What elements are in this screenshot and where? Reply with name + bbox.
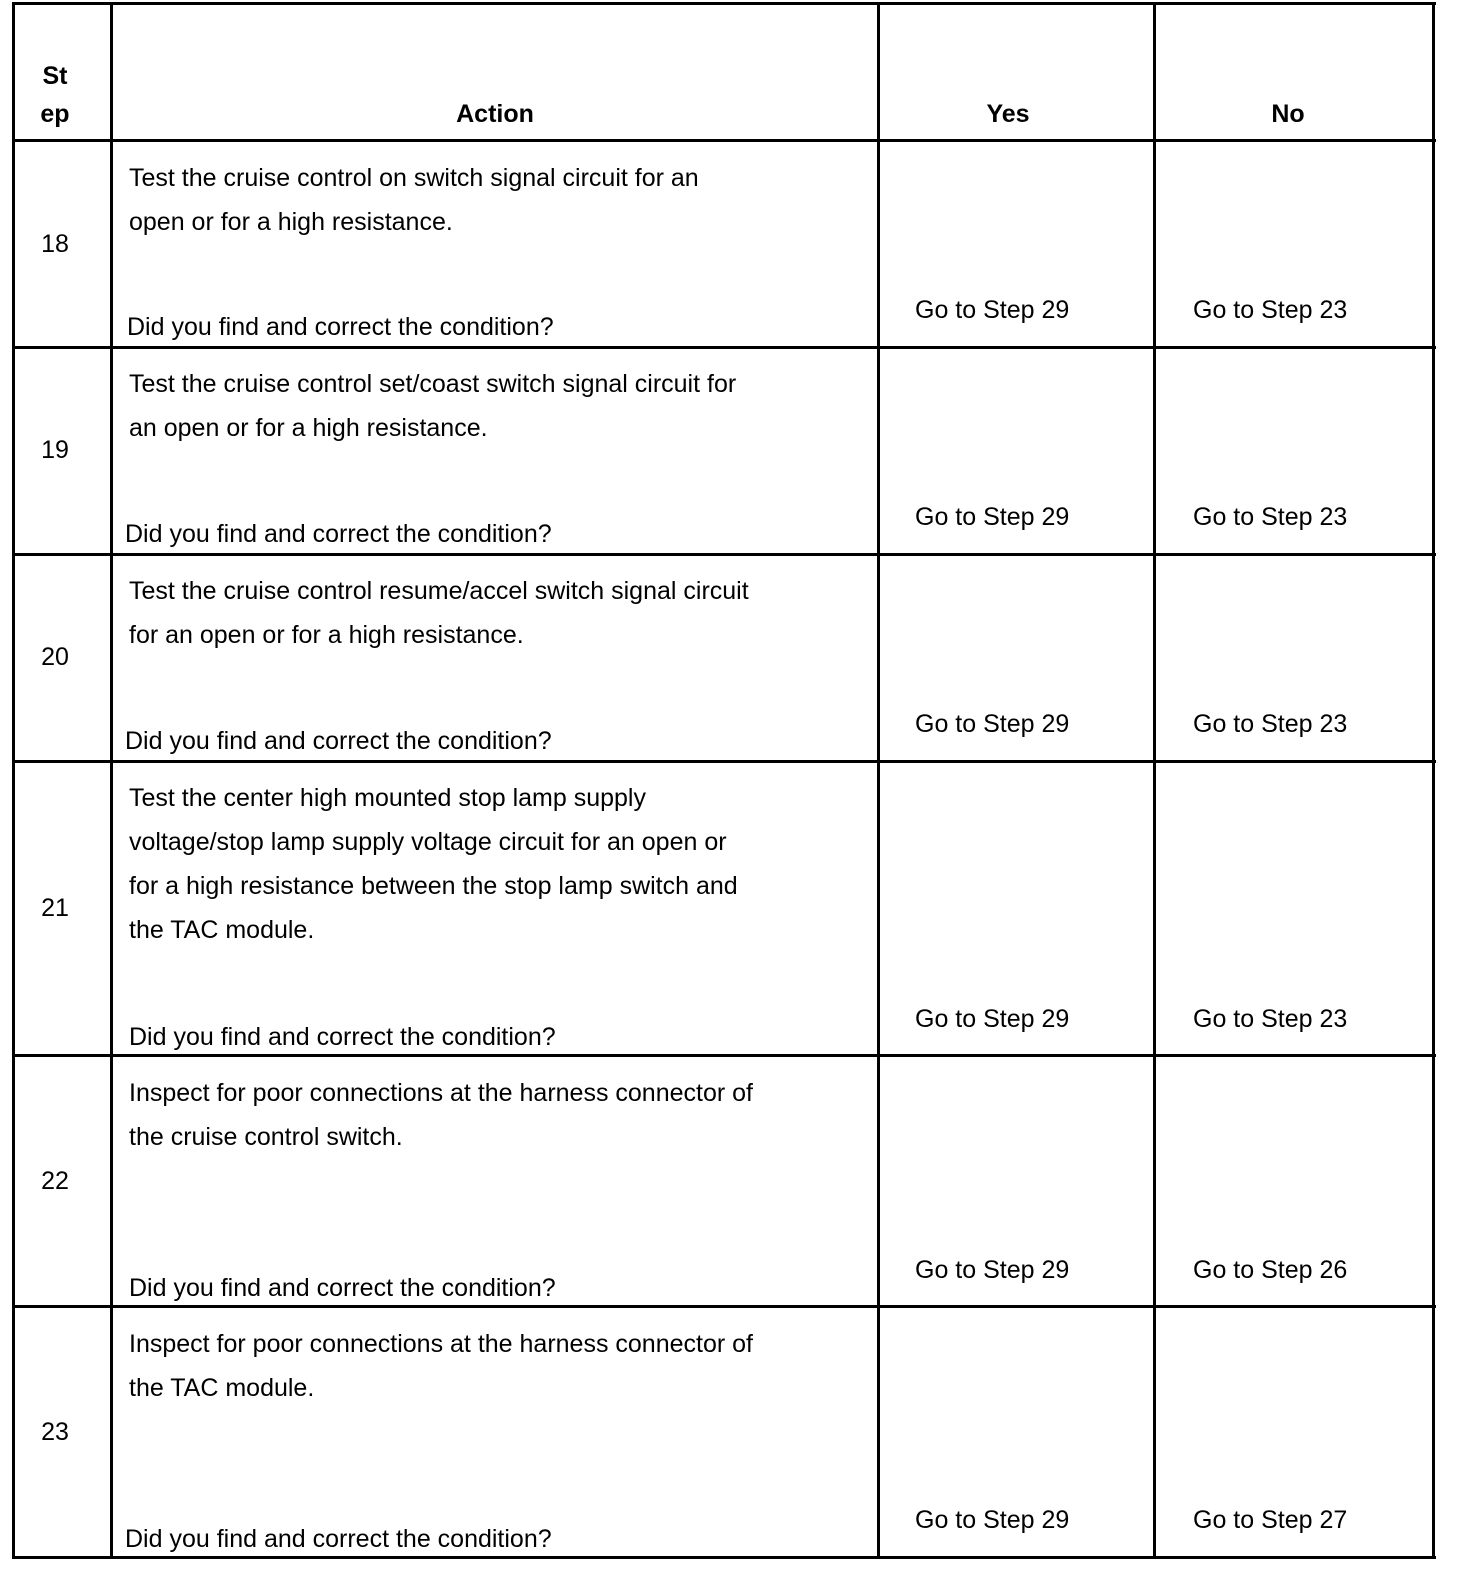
step-number: 20 xyxy=(41,643,69,671)
action-text: Test the center high mounted stop lamp supply voltage/stop lamp supply voltage circuit for an open or for a high resistance between the stop lamp switch and the TAC module. xyxy=(129,784,738,944)
action-text: Inspect for poor connections at the harness connector of the TAC module. xyxy=(129,1330,753,1402)
no-result: Go to Step 23 xyxy=(1193,710,1348,738)
yes-result: Go to Step 29 xyxy=(915,1506,1070,1534)
action-question: Did you find and correct the condition? xyxy=(125,520,552,548)
no-result: Go to Step 23 xyxy=(1193,1005,1348,1033)
yes-result: Go to Step 29 xyxy=(915,1256,1070,1284)
action-text: Test the cruise control on switch signal circuit for an open or for a high resistance. xyxy=(129,164,699,236)
header-divider xyxy=(12,139,1436,142)
step-number: 18 xyxy=(41,230,69,258)
action-text: Inspect for poor connections at the harness connector of the cruise control switch. xyxy=(129,1079,753,1151)
column-divider xyxy=(877,2,880,1559)
action-question: Did you find and correct the condition? xyxy=(129,1274,556,1302)
no-result: Go to Step 23 xyxy=(1193,296,1348,324)
step-number: 22 xyxy=(41,1167,69,1195)
yes-result: Go to Step 29 xyxy=(915,503,1070,531)
no-result: Go to Step 27 xyxy=(1193,1506,1348,1534)
action-question: Did you find and correct the condition? xyxy=(129,1023,556,1051)
action-question: Did you find and correct the condition? xyxy=(125,1525,552,1553)
action-question: Did you find and correct the condition? xyxy=(127,313,554,341)
column-divider xyxy=(1153,2,1156,1559)
header-step-line1: St xyxy=(42,62,68,90)
yes-result: Go to Step 29 xyxy=(915,1005,1070,1033)
header-step-line2: ep xyxy=(40,100,70,128)
header-action: Action xyxy=(456,100,534,128)
action-text: Test the cruise control resume/accel switch signal circuit for an open or for a high resistance. xyxy=(129,577,749,649)
action-text: Test the cruise control set/coast switch signal circuit for an open or for a high resistance. xyxy=(129,370,737,442)
table-border-right xyxy=(1432,2,1435,1559)
header-no: No xyxy=(1271,100,1305,128)
step-number: 21 xyxy=(41,894,69,922)
table-border-top xyxy=(12,2,1436,5)
column-divider xyxy=(110,2,113,1559)
yes-result: Go to Step 29 xyxy=(915,296,1070,324)
no-result: Go to Step 26 xyxy=(1193,1256,1348,1284)
step-number: 19 xyxy=(41,436,69,464)
action-question: Did you find and correct the condition? xyxy=(125,727,552,755)
no-result: Go to Step 23 xyxy=(1193,503,1348,531)
header-yes: Yes xyxy=(986,100,1030,128)
yes-result: Go to Step 29 xyxy=(915,710,1070,738)
step-number: 23 xyxy=(41,1418,69,1446)
